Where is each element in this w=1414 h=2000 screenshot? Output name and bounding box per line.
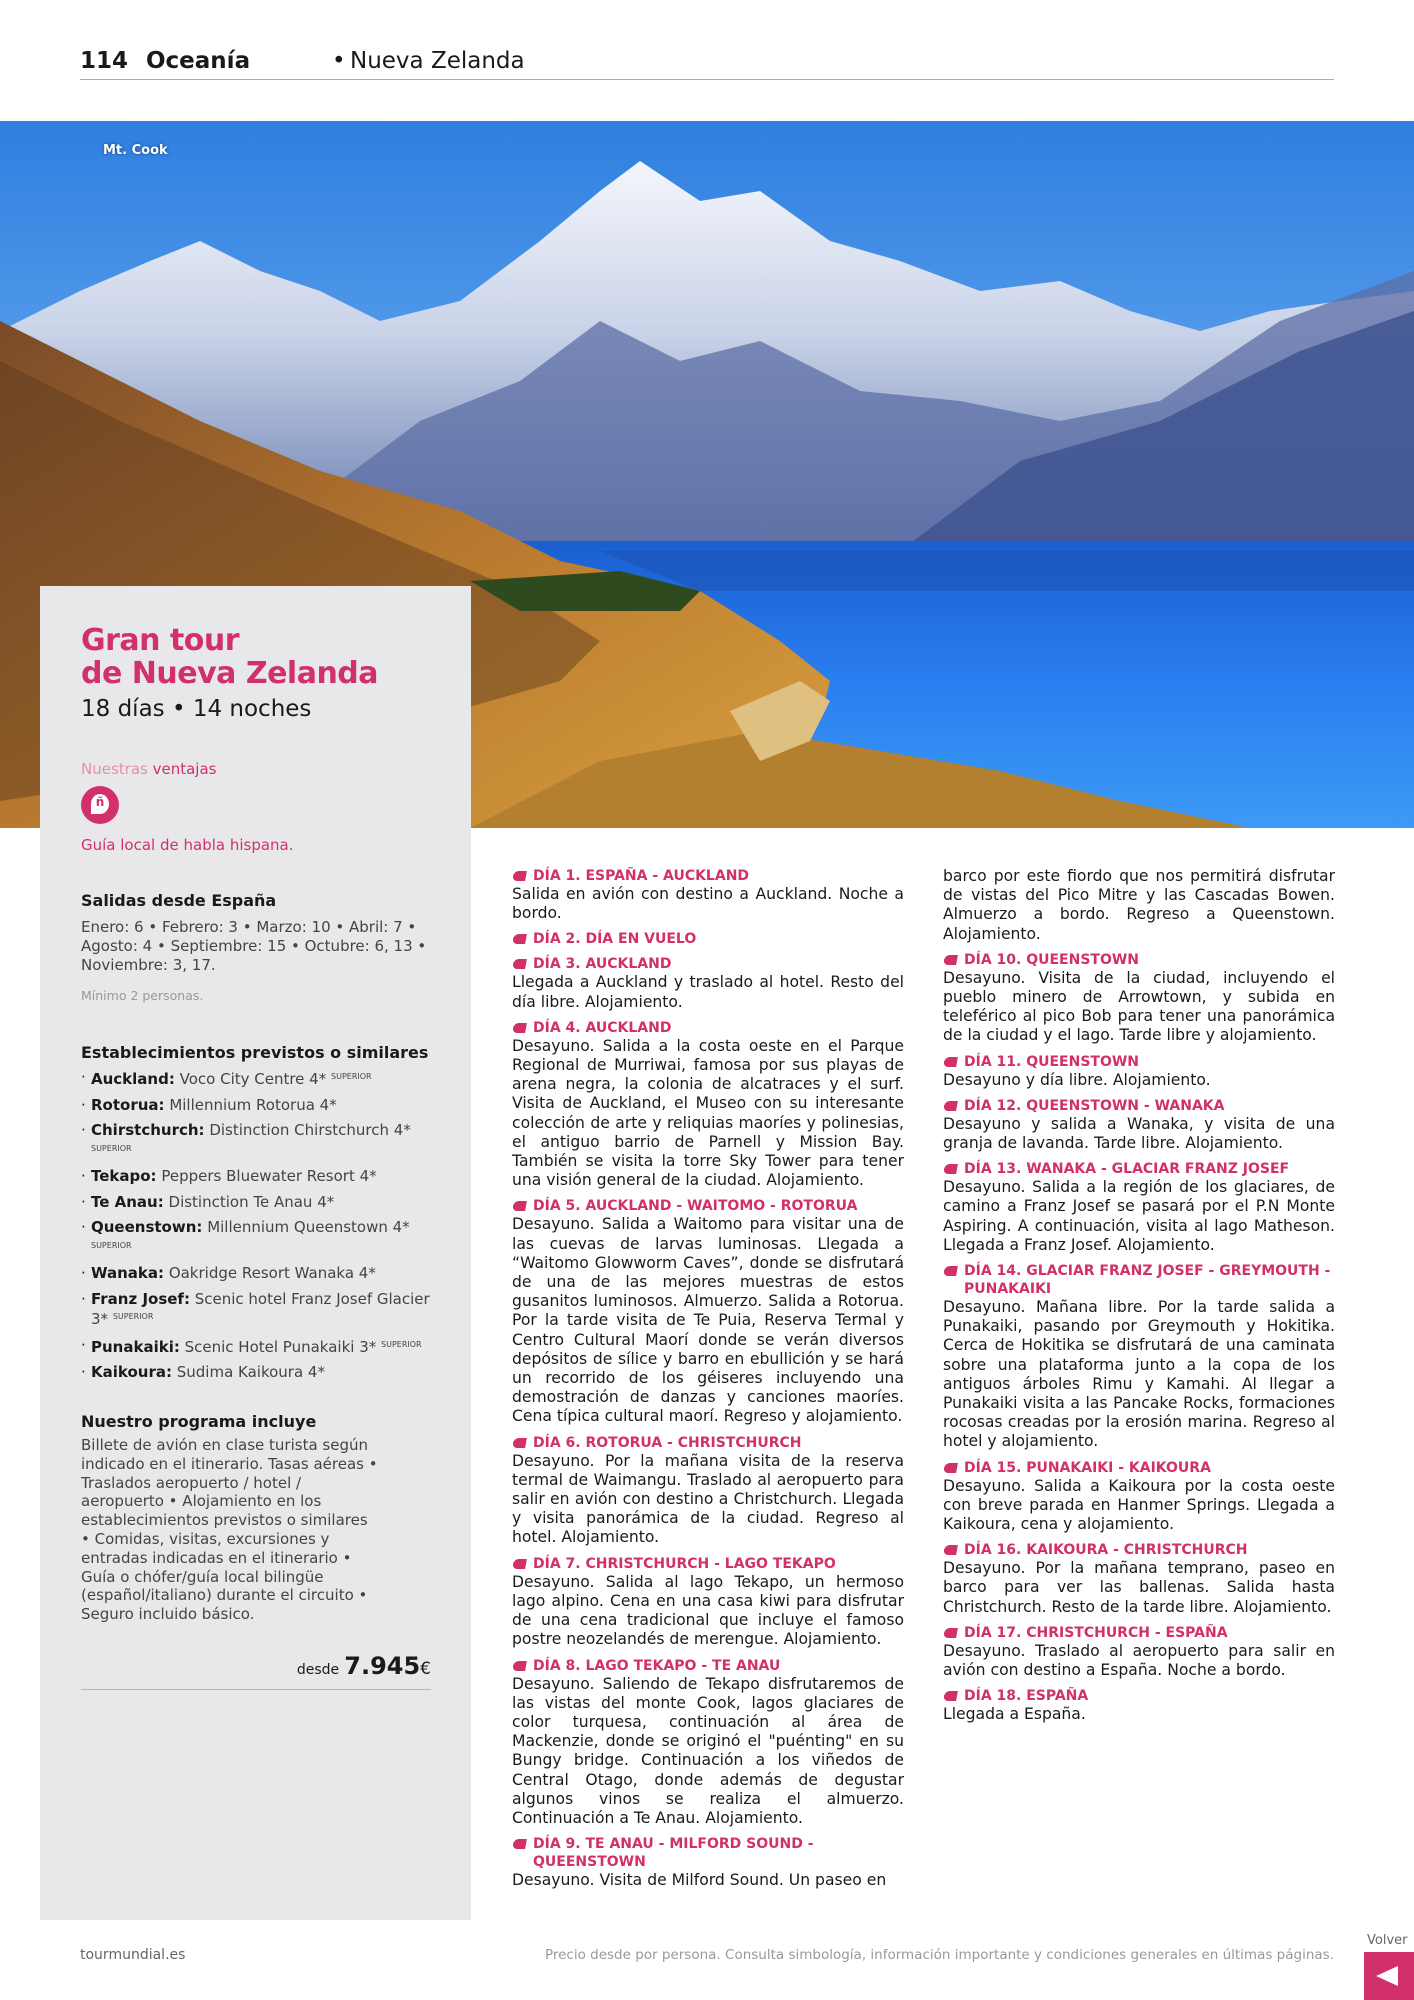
- day-title: DÍA 4. AUCKLAND: [512, 1019, 904, 1037]
- day-title: DÍA 8. LAGO TEKAPO - TE ANAU: [512, 1657, 904, 1675]
- hotel-name: Scenic hotel Franz Josef Glacier 3*: [91, 1289, 430, 1328]
- hotel-city: Auckland:: [91, 1070, 175, 1088]
- itinerary-day: [943, 951, 1335, 1046]
- hotel-category-superior: SUPERIOR: [91, 1143, 132, 1153]
- price-from-label: desde: [296, 1662, 340, 1678]
- itinerary-day: [943, 1097, 1335, 1153]
- back-label[interactable]: Volver: [1367, 1933, 1408, 1948]
- itinerary-day: [943, 1624, 1335, 1680]
- hotels-list: [81, 1068, 451, 1389]
- day-description: Desayuno y salida a Wanaka, y visita de una granja de lavanda. Tarde libre. Alojamiento.: [943, 1114, 1335, 1153]
- hotel-city: Kaikoura:: [91, 1363, 172, 1381]
- day-description: Desayuno. Traslado al aeropuerto para salir en avión con destino a España. Noche a bordo.: [943, 1641, 1335, 1680]
- hotel-item: [81, 1193, 451, 1212]
- photo-caption: Mt. Cook: [103, 143, 168, 158]
- hotel-name: Oakridge Resort Wanaka 4*: [168, 1264, 376, 1282]
- tour-title-line-2: de Nueva Zelanda: [81, 656, 379, 691]
- hotel-item: [81, 1068, 451, 1089]
- hotel-city: Queenstown:: [91, 1218, 203, 1236]
- day-title: DÍA 3. AUCKLAND: [512, 955, 904, 973]
- page-number: 114: [80, 48, 129, 74]
- page-header: [80, 46, 1334, 80]
- day-title: DÍA 18. ESPAÑA: [943, 1687, 1335, 1705]
- day-description: Desayuno. Visita de la ciudad, incluyendo el pueblo minero de Arrowtown, y subida en teleférico al pico Bob para tener una panorámica de la ciudad y el lago. Tarde libre y alojamiento.: [943, 968, 1335, 1045]
- tour-title: [81, 624, 451, 690]
- day-title: DÍA 10. QUEENSTOWN: [943, 951, 1335, 969]
- hotel-item: [81, 1264, 451, 1283]
- day-description: Desayuno. Por la mañana visita de la reserva termal de Waimangu. Traslado al aeropuerto para salir en avión con destino a Christchurch. Llegada y visita panorámica de la ciudad. Regreso al hotel. Alojamiento.: [512, 1451, 904, 1547]
- day-description: Desayuno. Salida al lago Tekapo, un hermoso lago alpino. Cena en una casa kiwi para disfrutar de una cena tradicional que incluye el famoso postre neozelandés de merengue. Alojamiento.: [512, 1572, 904, 1649]
- hotel-name: Scenic Hotel Punakaiki 3*: [184, 1337, 377, 1356]
- day-description: Desayuno. Visita de Milford Sound. Un paseo en: [512, 1871, 887, 1890]
- itinerary-column-1: [512, 867, 904, 1897]
- itinerary-day: [512, 867, 904, 923]
- day-description: Llegada a Auckland y traslado al hotel. Resto del día libre. Alojamiento.: [512, 973, 904, 1011]
- departure-dates: Enero: 6 • Febrero: 3 • Marzo: 10 • Abril: 7 • Agosto: 4 • Septiembre: 15 • Octubre: 6, 13 • Noviembre: 3, 17.: [81, 918, 427, 974]
- hotel-name: Distinction Chirstchurch 4*: [209, 1121, 411, 1139]
- advantages-prefix: Nuestras: [81, 760, 148, 778]
- hotel-name: Peppers Bluewater Resort 4*: [161, 1167, 377, 1185]
- departures-title: Salidas desde España: [81, 891, 277, 910]
- day-description: Desayuno. Salida a Kaikoura por la costa oeste con breve parada en Hanmer Springs. Llegada a Kaikoura, cena y alojamiento.: [943, 1476, 1335, 1534]
- day-title: DÍA 11. QUEENSTOWN: [943, 1053, 1335, 1071]
- spanish-guide-badge-icon: [81, 786, 119, 824]
- hotel-name: Distinction Te Anau 4*: [168, 1192, 335, 1211]
- hotel-item: [81, 1167, 451, 1186]
- hotel-city: Rotorua:: [91, 1095, 165, 1114]
- hotel-city: Te Anau:: [91, 1192, 164, 1211]
- hotel-name: Millennium Queenstown 4*: [207, 1218, 410, 1236]
- day-description: Desayuno. Por la mañana temprano, paseo en barco para ver las ballenas. Salida hasta Christchurch. Resto de la tarde libre. Alojamiento.: [943, 1559, 1335, 1616]
- itinerary-column-2: [943, 867, 1335, 1732]
- hotel-city: Tekapo:: [91, 1167, 157, 1185]
- advantages-word: ventajas: [152, 760, 217, 778]
- hotel-name: Millennium Rotorua 4*: [169, 1095, 337, 1114]
- back-button[interactable]: [1364, 1952, 1414, 2000]
- header-separator: •: [332, 48, 346, 74]
- hotel-city: Chirstchurch:: [91, 1121, 205, 1139]
- hotel-category-superior: SUPERIOR: [91, 1240, 132, 1250]
- day-description: Desayuno. Salida a la región de los glaciares, de camino a Franz Josef se pasará por el P.N Monte Aspiring. A continuación, visita al lago Matheson. Llegada a Franz Josef. Alojamiento.: [943, 1178, 1335, 1254]
- day-title: DÍA 16. KAIKOURA - CHRISTCHURCH: [943, 1541, 1335, 1559]
- price-currency: €: [420, 1659, 431, 1679]
- program-includes-title: Nuestro programa incluye: [81, 1412, 317, 1431]
- day-title: DÍA 12. QUEENSTOWN - WANAKA: [943, 1097, 1335, 1115]
- hotel-item: [81, 1218, 451, 1257]
- itinerary-day: [512, 1019, 904, 1191]
- hotel-city: Franz Josef:: [91, 1289, 190, 1308]
- day-title: DÍA 14. GLACIAR FRANZ JOSEF - GREYMOUTH - PUNAKAIKI: [943, 1262, 1335, 1298]
- minimum-people-note: Mínimo 2 personas.: [81, 988, 204, 1003]
- guide-advantage-text: Guía local de habla hispana.: [81, 836, 294, 854]
- day-description: Desayuno y día libre. Alojamiento.: [943, 1070, 1211, 1089]
- itinerary-day: [512, 1555, 904, 1650]
- day-description: Desayuno. Mañana libre. Por la tarde salida a Punakaiki, pasando por Greymouth y Hokitika. Cerca de Hokitika se disfrutará de una caminata sobre una plataforma junto a la copa de los antiguos árboles Rimu y Kamahi. Al llegar a Punakaiki visita a las Pancake Rocks, formaciones rocosas creadas por la erosión marina. Regreso al hotel y alojamiento.: [943, 1298, 1335, 1451]
- day-title: DÍA 7. CHRISTCHURCH - LAGO TEKAPO: [512, 1555, 904, 1573]
- hotel-category-superior: SUPERIOR: [381, 1339, 422, 1349]
- day-title: DÍA 13. WANAKA - GLACIAR FRANZ JOSEF: [943, 1160, 1335, 1178]
- hotel-item: [81, 1121, 451, 1160]
- price-block: [81, 1652, 431, 1690]
- hotel-item: [81, 1336, 451, 1357]
- country-title: Nueva Zelanda: [350, 48, 525, 74]
- tour-duration: 18 días • 14 noches: [81, 696, 312, 722]
- hotel-category-superior: SUPERIOR: [331, 1072, 372, 1081]
- program-includes-text: Billete de avión en clase turista según indicado en el itinerario. Tasas aéreas • Traslados aeropuerto / hotel / aeropuerto • Alojamiento en los establecimientos previstos o similares • Comidas, visitas, excursiones y entradas indicadas en el itinerario • Guía o chófer/guía local bilingüe (español/italiano) durante el circuito • Seguro incluido básico.: [81, 1436, 378, 1624]
- region-title: Oceanía: [146, 48, 251, 74]
- itinerary-day: [943, 1541, 1335, 1617]
- hotel-city: Wanaka:: [91, 1264, 165, 1282]
- itinerary-day: [512, 1434, 904, 1548]
- hotel-item: [81, 1096, 451, 1115]
- itinerary-day: [512, 1657, 904, 1829]
- day-description: Salida en avión con destino a Auckland. Noche a bordo.: [512, 885, 904, 923]
- day-title: DÍA 5. AUCKLAND - WAITOMO - ROTORUA: [512, 1197, 904, 1215]
- hotel-name: Voco City Centre 4*: [179, 1070, 327, 1088]
- day-title: DÍA 2. DÍA EN VUELO: [512, 930, 904, 948]
- hotels-title: Establecimientos previstos o similares: [81, 1043, 429, 1062]
- itinerary-day: [512, 1835, 904, 1890]
- day-description: Desayuno. Salida a Waitomo para visitar una de las cuevas de larvas luminosas. Llegada a “Waitomo Glowworm Caves”, donde se disfrutará de una de las mejores muestras de estos gusanitos luminosos. Almuerzo. Salida a Rotorua. Por la tarde visita de Te Puia, Reserva Termal y Centro Cultural Maorí donde se verán diversos depósitos de sílice y barro en ebullición y se hará un recorrido de los géiseres incluyendo una demostración de danzas y canciones maoríes. Cena típica cultural maorí. Regreso y alojamiento.: [512, 1215, 904, 1426]
- itinerary-day: [943, 1687, 1335, 1724]
- hotel-name: Sudima Kaikoura 4*: [176, 1363, 325, 1381]
- itinerary-day: [943, 1053, 1335, 1090]
- itinerary-day: [512, 930, 904, 948]
- back-arrow-icon: [1376, 1966, 1398, 1986]
- advantages-heading: [81, 760, 216, 778]
- itinerary-day: [943, 1262, 1335, 1452]
- day-title: DÍA 15. PUNAKAIKI - KAIKOURA: [943, 1459, 1335, 1477]
- day-title: DÍA 1. ESPAÑA - AUCKLAND: [512, 867, 904, 885]
- hotel-item: [81, 1363, 451, 1382]
- itinerary-day: [943, 1160, 1335, 1255]
- day-description: Llegada a España.: [943, 1705, 1086, 1724]
- badge-letter: ñ: [95, 795, 105, 809]
- tour-title-line-1: Gran tour: [81, 623, 240, 658]
- day-description: Desayuno. Salida a la costa oeste en el Parque Regional de Murriwai, famosa por sus playas de arena negra, la colonia de alcatraces y el surf. Visita de Auckland, el Museo con su interesante colección de arte y reliquias maoríes y polinesias, el antiguo barrio de Parnell y Mission Bay. También se visita la torre Sky Tower para tener una visión general de la ciudad. Alojamiento.: [512, 1036, 904, 1190]
- itinerary-day: [512, 1197, 904, 1426]
- hotel-city: Punakaiki:: [91, 1337, 180, 1356]
- itinerary-day: [943, 1459, 1335, 1535]
- itinerary-day: [512, 955, 904, 1011]
- day-title: DÍA 6. ROTORUA - CHRISTCHURCH: [512, 1434, 904, 1452]
- price-amount: 7.945: [344, 1652, 421, 1680]
- day-9-continuation: barco por este fiordo que nos permitirá disfrutar de vistas del Pico Mitre y las Cascadas Bowen. Almuerzo a bordo. Regreso a Queenstown. Alojamiento.: [943, 867, 1335, 943]
- website-link[interactable]: tourmundial.es: [80, 1947, 186, 1963]
- day-title: DÍA 17. CHRISTCHURCH - ESPAÑA: [943, 1624, 1335, 1642]
- footer-disclaimer: Precio desde por persona. Consulta simbología, información importante y condiciones generales en últimas páginas.: [544, 1947, 1334, 1963]
- day-title: DÍA 9. TE ANAU - MILFORD SOUND - QUEENSTOWN: [512, 1835, 904, 1871]
- hotel-item: [81, 1290, 451, 1329]
- tour-info-panel: [40, 586, 471, 1920]
- day-description: Desayuno. Saliendo de Tekapo disfrutaremos de las vistas del monte Cook, lagos glaciares de color turquesa, continuación al área de Mackenzie, donde se originó el "puénting" en su Bungy bridge. Continuación a los viñedos de Central Otago, donde además de degustar algunos vinos se realiza el almuerzo. Continuación a Te Anau. Alojamiento.: [512, 1674, 904, 1827]
- hotel-category-superior: SUPERIOR: [112, 1312, 154, 1321]
